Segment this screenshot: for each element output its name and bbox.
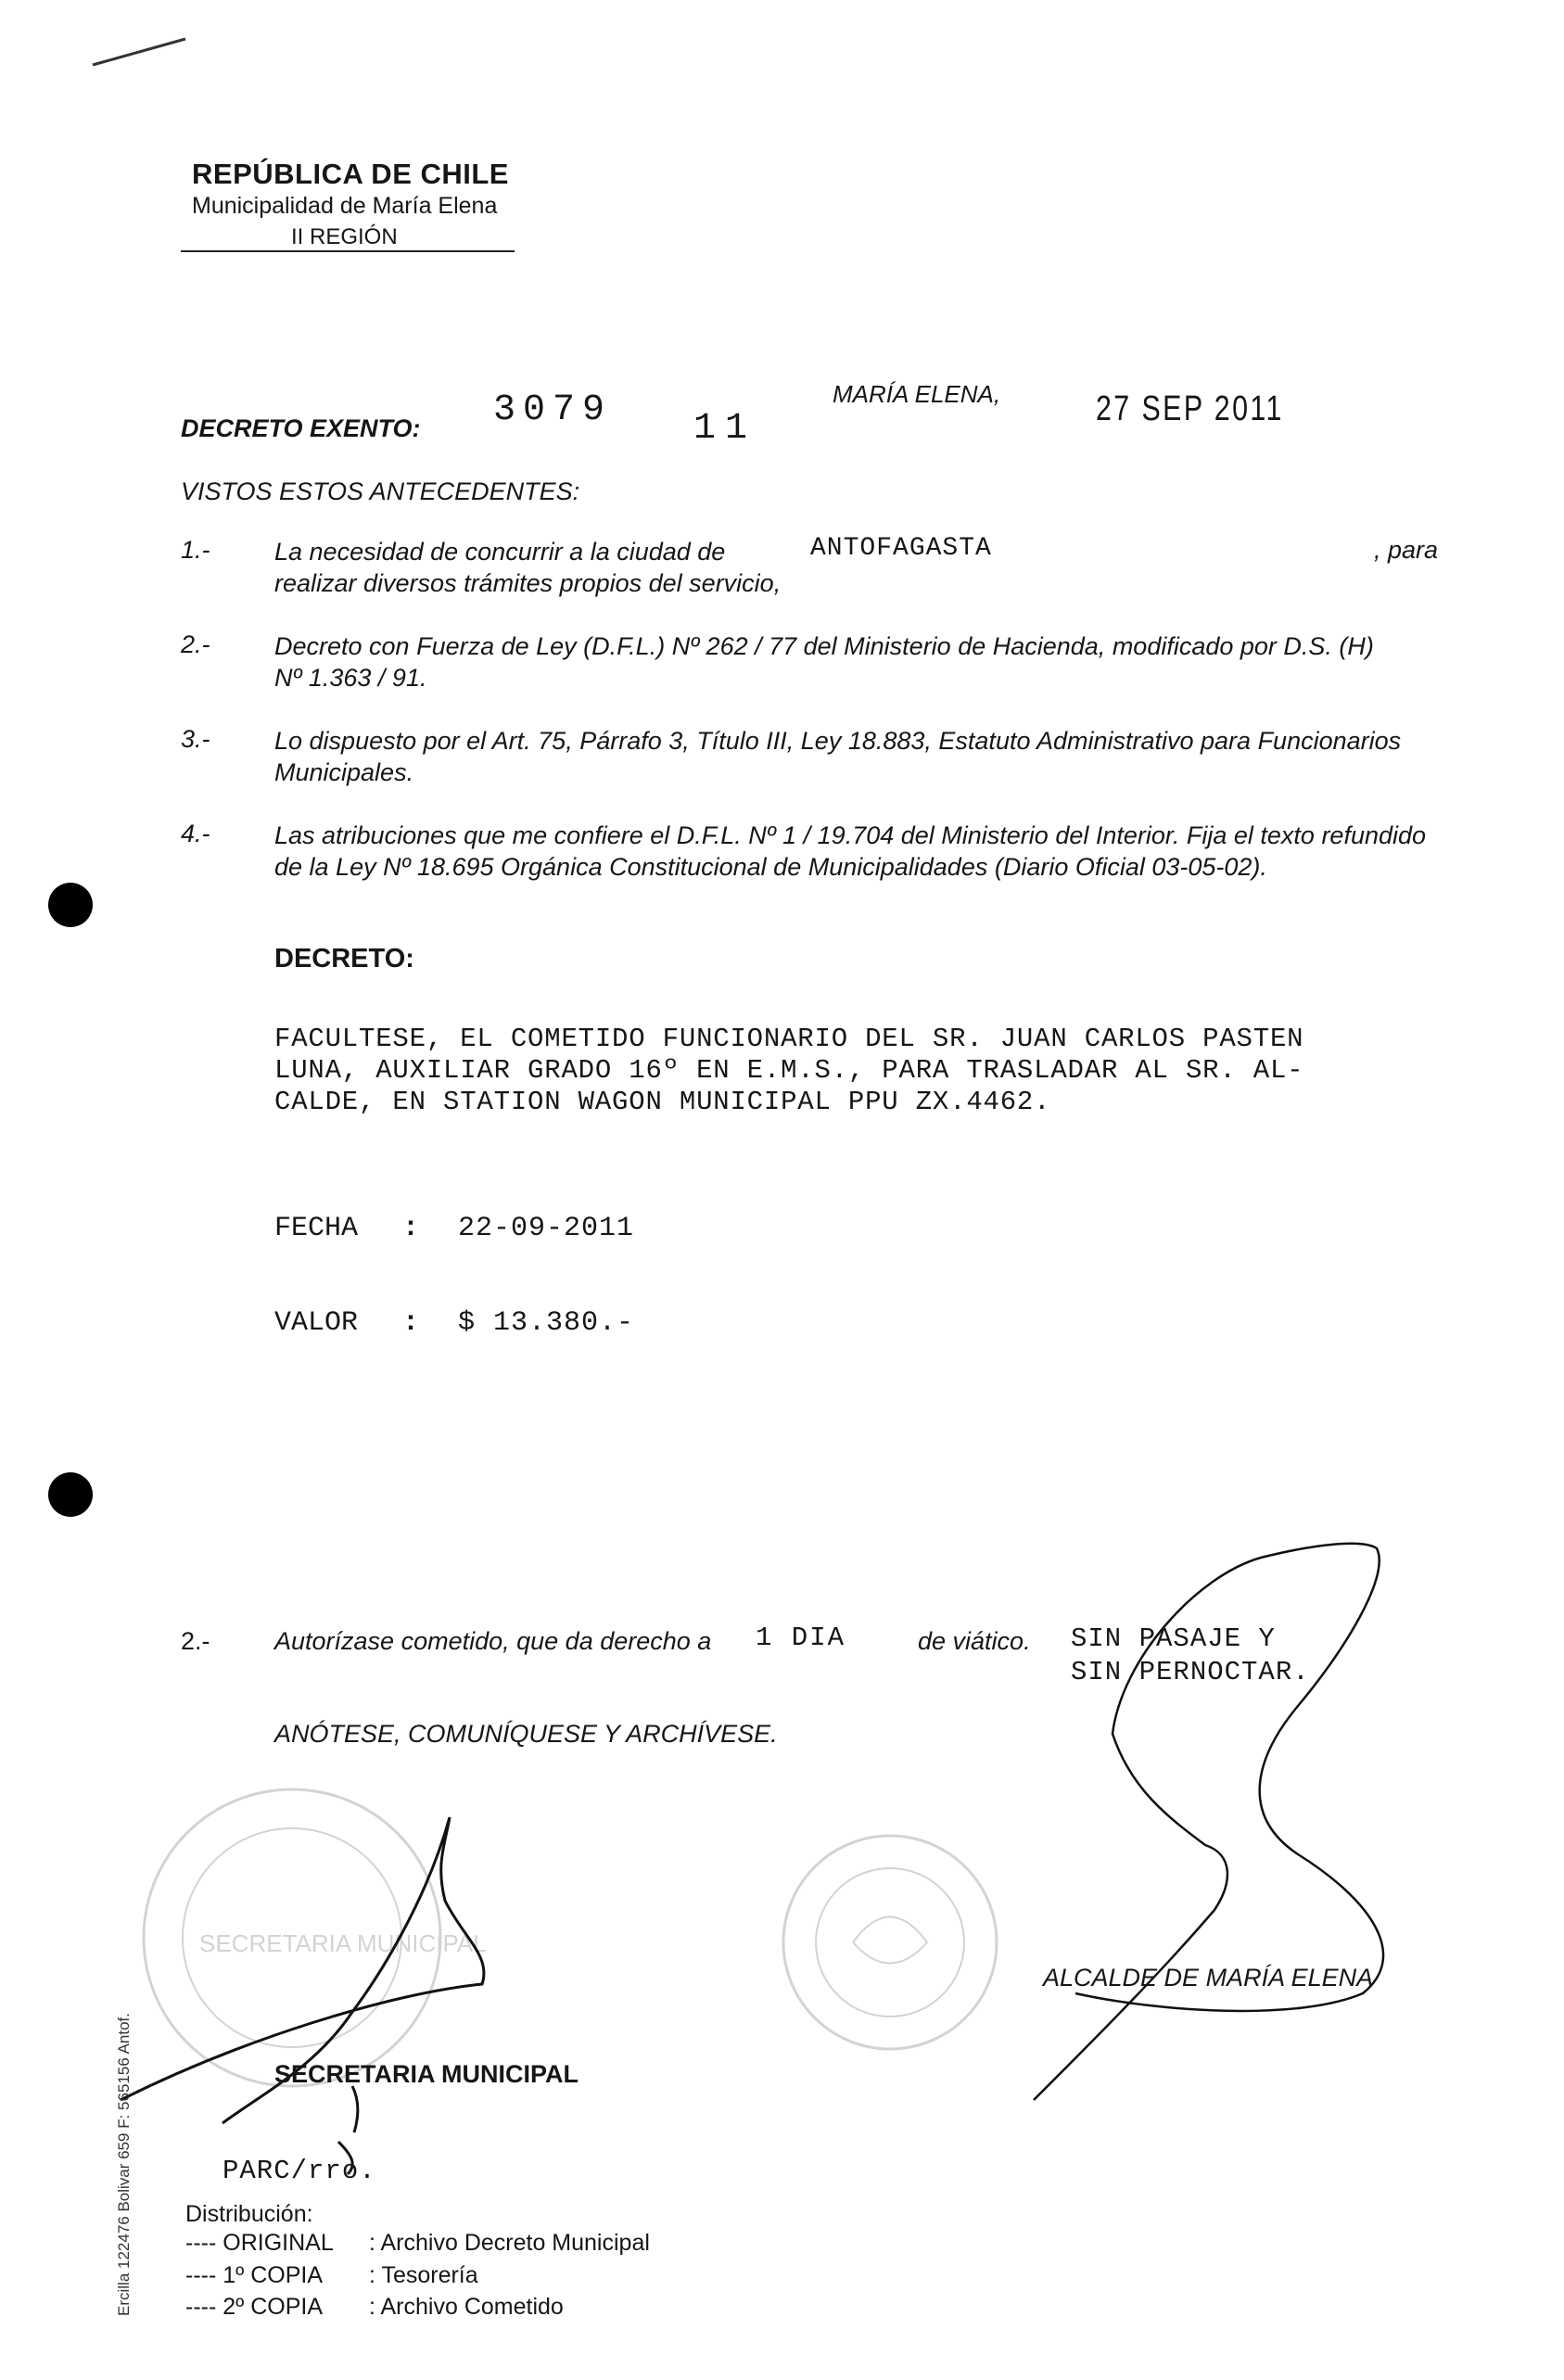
item-4-text [274, 820, 1450, 883]
distribution-desc-original: : Archivo Decreto Municipal [369, 2230, 650, 2256]
item-2-line1: Decreto con Fuerza de Ley (D.F.L.) Nº 262 / 77 del Ministerio de Hacienda, modificado por D.S. (H) [274, 632, 1374, 660]
authorization-text: Autorízase cometido, que da derecho a [274, 1627, 712, 1655]
municipality-name: Municipalidad de María Elena [192, 193, 498, 219]
item-4-line2: de la Ley Nº 18.695 Orgánica Constitucional de Municipalidades (Diario Oficial 03-05-02). [274, 853, 1267, 881]
header-divider [181, 250, 515, 252]
initials: PARC/rro. [223, 2156, 376, 2186]
item-1-number: 1.- [181, 536, 210, 564]
scan-mark [93, 39, 185, 65]
decreto-heading: DECRETO: [274, 944, 414, 974]
stamp-left [144, 1789, 487, 2086]
item-2-text [274, 630, 1450, 694]
item-2-line2: Nº 1.363 / 91. [274, 664, 427, 692]
country-title: REPÚBLICA DE CHILE [192, 158, 509, 190]
item-3-line1: Lo dispuesto por el Art. 75, Párrafo 3, Título III, Ley 18.883, Estatuto Administrativo para Funcionarios [274, 727, 1402, 755]
distribution-copy-1: ---- 1º COPIA [185, 2262, 324, 2288]
authorization-days: 1 DIA [756, 1623, 846, 1653]
item-4-number: 4.- [181, 820, 210, 847]
authorization-viatico: de viático. [918, 1627, 1031, 1655]
vistos-heading: VISTOS ESTOS ANTECEDENTES: [181, 477, 580, 505]
valor-label: VALOR [274, 1307, 359, 1339]
decree-year: 11 [693, 408, 757, 450]
item-3-text [274, 725, 1450, 788]
item-3-line2: Municipales. [274, 758, 414, 786]
item-4-line1: Las atribuciones que me confiere el D.F.L. Nº 1 / 19.704 del Ministerio del Interior. Fija el texto refundido [274, 821, 1427, 849]
stamp-right-seal [783, 1836, 997, 2049]
svg-text:SECRETARIA MUNICIPAL: SECRETARIA MUNICIPAL [199, 1929, 487, 1957]
mayor-title: ALCALDE DE MARÍA ELENA [1043, 1964, 1374, 1992]
distribution-desc-1: : Tesorería [369, 2262, 478, 2288]
valor-value: $ 13.380.- [458, 1307, 635, 1339]
distribution-title: Distribución: [185, 2201, 313, 2227]
item-2-number: 2.- [181, 630, 210, 658]
printer-imprint: Ercilla 122476 Bolivar 659 F: 565156 Antof. [115, 2013, 133, 2316]
authorization-note: SIN PASAJE Y SIN PERNOCTAR. [1071, 1623, 1310, 1687]
fecha-label: FECHA [274, 1213, 359, 1244]
fecha-colon: : [402, 1213, 420, 1244]
region-name: II REGIÓN [291, 224, 398, 249]
valor-colon: : [402, 1307, 420, 1339]
decree-number: 3079 [493, 389, 613, 431]
item-1-line1: La necesidad de concurrir a la ciudad de [274, 538, 726, 566]
fecha-value: 22-09-2011 [458, 1213, 635, 1244]
item-3-number: 3.- [181, 725, 210, 753]
decree-label: DECRETO EXENTO: [181, 414, 421, 442]
distribution-copy-2: ---- 2º COPIA [185, 2294, 324, 2320]
city-typed: ANTOFAGASTA [810, 534, 992, 563]
place-name: MARÍA ELENA, [833, 380, 1001, 408]
closing-formula: ANÓTESE, COMUNÍQUESE Y ARCHÍVESE. [274, 1720, 778, 1748]
distribution-copy-original: ---- ORIGINAL [185, 2230, 334, 2256]
date-stamp: 27 SEP 2011 [1096, 389, 1284, 428]
item-1-line2: realizar diversos trámites propios del servicio, [274, 569, 782, 597]
distribution-desc-2: : Archivo Cometido [369, 2294, 564, 2320]
item-1-para: , para [1374, 536, 1439, 564]
secretary-title: SECRETARIA MUNICIPAL [274, 2060, 579, 2088]
authorization-number: 2.- [181, 1627, 210, 1655]
decree-body: FACULTESE, EL COMETIDO FUNCIONARIO DEL SR. JUAN CARLOS PASTEN LUNA, AUXILIAR GRADO 16º EN E.M.S., PARA TRASLADAR AL SR. AL- CALDE, EN STATION WAGON MUNICIPAL PPU ZX.4462. [274, 1024, 1304, 1117]
